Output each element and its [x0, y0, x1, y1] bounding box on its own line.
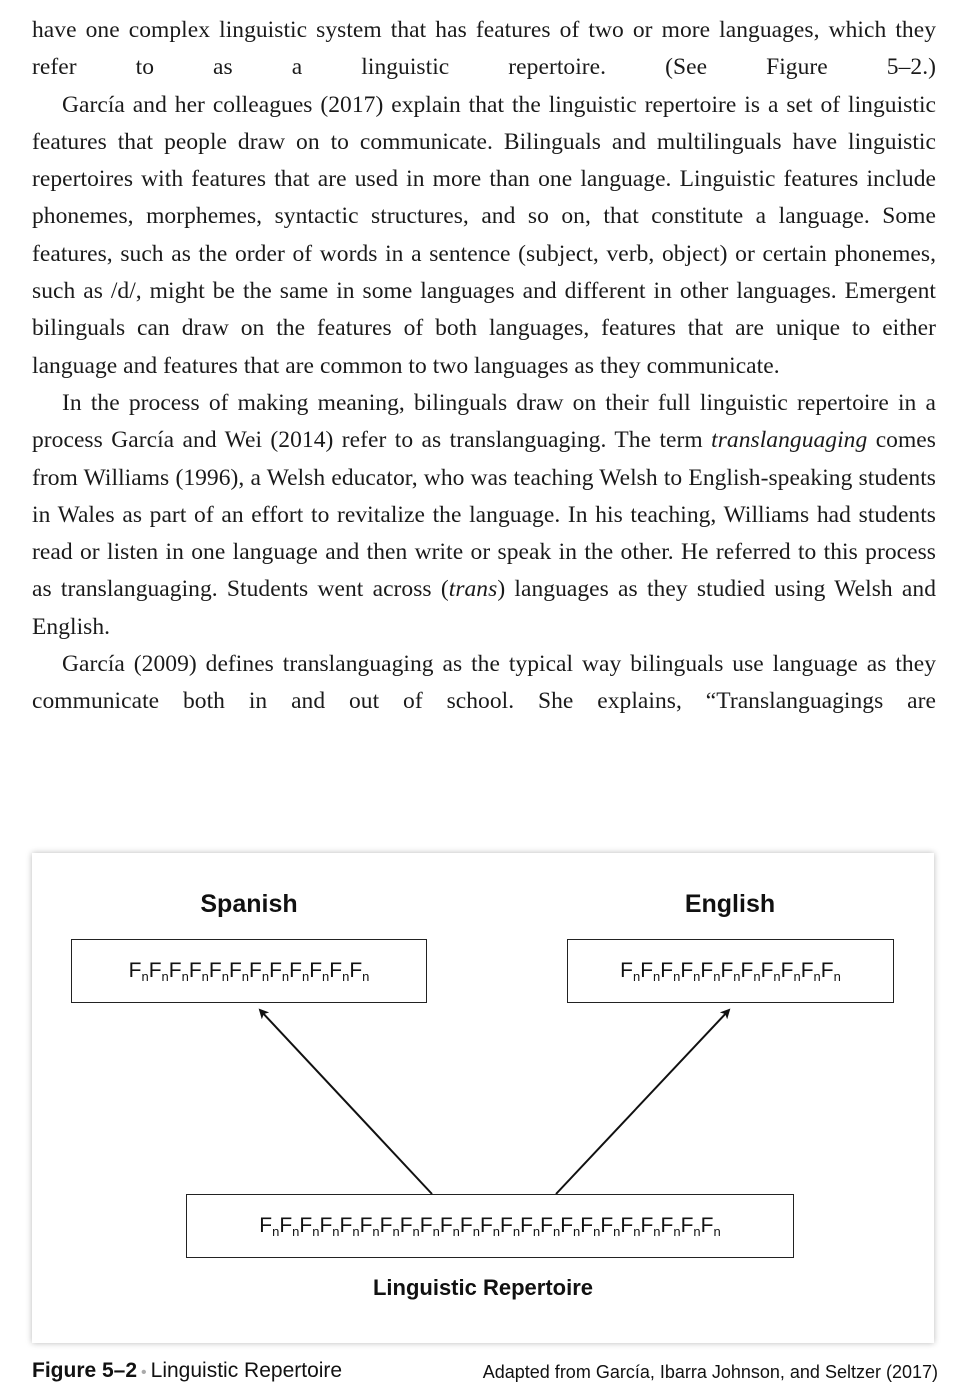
feature-subscript: n [472, 1223, 480, 1239]
feature-symbol: $F_n$ [289, 958, 310, 984]
feature-subscript: n [362, 968, 370, 984]
feature-symbol: $F_n$ [660, 958, 681, 984]
feature-symbol: $F_n$ [600, 1213, 621, 1239]
feature-subscript: n [322, 968, 330, 984]
feature-symbol: $F_n$ [740, 958, 761, 984]
feature-symbol: $F_n$ [399, 1213, 420, 1239]
term-translanguaging: translanguaging [711, 427, 868, 454]
feature-symbol: $F_n$ [700, 1213, 721, 1239]
feature-subscript: n [272, 1223, 280, 1239]
body-text [32, 12, 936, 721]
feature-symbol: $F_n$ [640, 1213, 661, 1239]
feature-symbol: $F_n$ [279, 1213, 300, 1239]
english-label: English [684, 890, 776, 918]
feature-subscript: n [693, 1223, 701, 1239]
feature-symbol: $F_n$ [419, 1213, 440, 1239]
feature-symbol: $F_n$ [560, 1213, 581, 1239]
feature-subscript: n [693, 968, 701, 984]
feature-subscript: n [492, 1223, 501, 1239]
feature-symbol: $F_n$ [459, 1213, 480, 1239]
feature-subscript: n [332, 1223, 340, 1239]
feature-subscript: n [221, 968, 229, 984]
paragraph-4: García (2009) defines translanguaging as the typical way bilinguals use language as they communicate both in and out of school. She explains, “Translanguagings are [32, 651, 936, 715]
feature-symbol: $F_n$ [379, 1213, 400, 1239]
figure-credit: Adapted from García, Ibarra Johnson, and Seltzer (2017) [482, 1362, 938, 1382]
feature-subscript: n [301, 968, 310, 984]
feature-symbol: $F_n$ [259, 1213, 280, 1239]
paragraph-3 [32, 385, 936, 646]
feature-subscript: n [312, 1223, 320, 1239]
feature-symbol: $F_n$ [228, 958, 249, 984]
feature-symbol: $F_n$ [780, 958, 801, 984]
linguistic-repertoire-figure [32, 853, 934, 1343]
feature-subscript: n [261, 968, 270, 984]
spanish-label: Spanish [200, 890, 298, 918]
feature-subscript: n [392, 1223, 400, 1239]
arrow-to-spanish [260, 1010, 432, 1194]
feature-symbol: $F_n$ [800, 958, 821, 984]
feature-subscript: n [653, 968, 661, 984]
feature-subscript: n [352, 1223, 360, 1239]
paragraph-3-part-1: In the process of making meaning, bilinguals draw on their full linguistic repertoire in a process García and Wei (2014) refer to as translanguaging. The term [32, 389, 936, 454]
feature-symbol: $F_n$ [299, 1213, 320, 1239]
figure-number: Figure 5–2 [32, 1359, 138, 1382]
feature-subscript: n [532, 1223, 541, 1239]
feature-symbol: $F_n$ [208, 958, 229, 984]
feature-symbol: $F_n$ [329, 958, 350, 984]
paragraph-3-part-3: ) languages as they studied using Welsh and English. [32, 576, 936, 640]
figure-arrows [32, 853, 934, 1343]
feature-subscript: n [161, 968, 169, 984]
term-trans: trans [448, 576, 498, 603]
feature-symbol: $F_n$ [349, 958, 370, 984]
feature-subscript: n [632, 968, 641, 984]
feature-subscript: n [593, 1223, 601, 1239]
feature-symbol: $F_n$ [319, 1213, 340, 1239]
feature-symbol: $F_n$ [249, 958, 270, 984]
feature-subscript: n [713, 1223, 721, 1239]
repertoire-label: Linguistic Repertoire [372, 1275, 594, 1300]
feature-symbol: $F_n$ [680, 1213, 701, 1239]
feature-subscript: n [573, 1223, 581, 1239]
feature-subscript: n [552, 1223, 561, 1239]
feature-symbol: $F_n$ [309, 958, 330, 984]
feature-subscript: n [733, 968, 741, 984]
feature-symbol: $F_n$ [680, 958, 701, 984]
feature-symbol: $F_n$ [148, 958, 169, 984]
feature-symbol: $F_n$ [128, 958, 149, 984]
feature-symbol: $F_n$ [700, 958, 721, 984]
feature-subscript: n [813, 968, 821, 984]
figure-caption [32, 1359, 938, 1387]
feature-symbol: $F_n$ [760, 958, 781, 984]
feature-symbol: $F_n$ [500, 1213, 521, 1239]
feature-symbol: $F_n$ [820, 958, 841, 984]
paragraph-3-part-2: comes from Williams (1996), a Welsh educator, who was teaching Welsh to English-speaking students in Wales as part of an effort to revitalize the language. In his teaching, Williams had students read or listen in one language and then write or speak in the other. He referred to this process as translanguaging. Students went across ( [32, 427, 936, 603]
feature-subscript: n [653, 1223, 661, 1239]
feature-subscript: n [342, 968, 350, 984]
feature-subscript: n [793, 968, 801, 984]
repertoire-features-box [186, 1194, 794, 1258]
feature-subscript: n [181, 968, 189, 984]
feature-symbol: $F_n$ [660, 1213, 681, 1239]
feature-symbol: $F_n$ [540, 1213, 561, 1239]
feature-symbol: $F_n$ [720, 958, 741, 984]
feature-symbol: $F_n$ [339, 1213, 360, 1239]
feature-subscript: n [452, 1223, 460, 1239]
figure-title: Linguistic Repertoire [150, 1359, 343, 1382]
feature-symbol: $F_n$ [188, 958, 209, 984]
spanish-features [129, 959, 370, 984]
feature-subscript: n [613, 1223, 621, 1239]
feature-symbol: $F_n$ [479, 1213, 501, 1239]
feature-subscript: n [673, 968, 681, 984]
paragraph-1: have one complex linguistic system that has features of two or more languages, which they refer to as a linguistic repertoire. (See Figure 5–2.) [32, 17, 936, 81]
feature-subscript: n [833, 968, 841, 984]
paragraph-2: García and her colleagues (2017) explain that the linguistic repertoire is a set of linguistic features that people draw on to communicate. Bilinguals and multilinguals have linguistic repertoires with features that are used in more than one language. Linguistic features include phonemes, morphemes, syntactic structures, and so on, that constitute a language. Some features, such as the order of words in a sentence (subject, verb, object) or certain phonemes, such as /d/, might be the same in some languages and different in other languages. Emergent bilinguals can draw on the features of both languages, features that are unique to either language and features that are common to two languages as they communicate. [32, 91, 936, 379]
feature-subscript: n [713, 968, 721, 984]
feature-subscript: n [292, 1223, 300, 1239]
caption-bullet: • [141, 1364, 147, 1381]
spanish-features-box [71, 939, 427, 1003]
feature-subscript: n [633, 1223, 641, 1239]
feature-subscript: n [432, 1223, 440, 1239]
feature-subscript: n [753, 968, 761, 984]
feature-symbol: $F_n$ [580, 1213, 601, 1239]
feature-symbol: $F_n$ [168, 958, 189, 984]
feature-symbol: $F_n$ [640, 958, 661, 984]
feature-subscript: n [512, 1223, 521, 1239]
feature-subscript: n [773, 968, 781, 984]
feature-subscript: n [673, 1223, 681, 1239]
feature-symbol: $F_n$ [269, 958, 290, 984]
feature-symbol: $F_n$ [520, 1213, 541, 1239]
feature-subscript: n [141, 968, 149, 984]
feature-symbol: $F_n$ [359, 1213, 380, 1239]
english-features [620, 959, 841, 984]
feature-symbol: $F_n$ [620, 1213, 641, 1239]
english-features-box [567, 939, 894, 1003]
feature-symbol: $F_n$ [620, 958, 641, 984]
feature-subscript: n [241, 968, 249, 984]
feature-subscript: n [281, 968, 290, 984]
repertoire-features [259, 1214, 720, 1239]
feature-subscript: n [412, 1223, 420, 1239]
feature-symbol: $F_n$ [439, 1213, 460, 1239]
feature-subscript: n [201, 968, 209, 984]
feature-subscript: n [372, 1223, 380, 1239]
arrow-to-english [556, 1010, 729, 1194]
